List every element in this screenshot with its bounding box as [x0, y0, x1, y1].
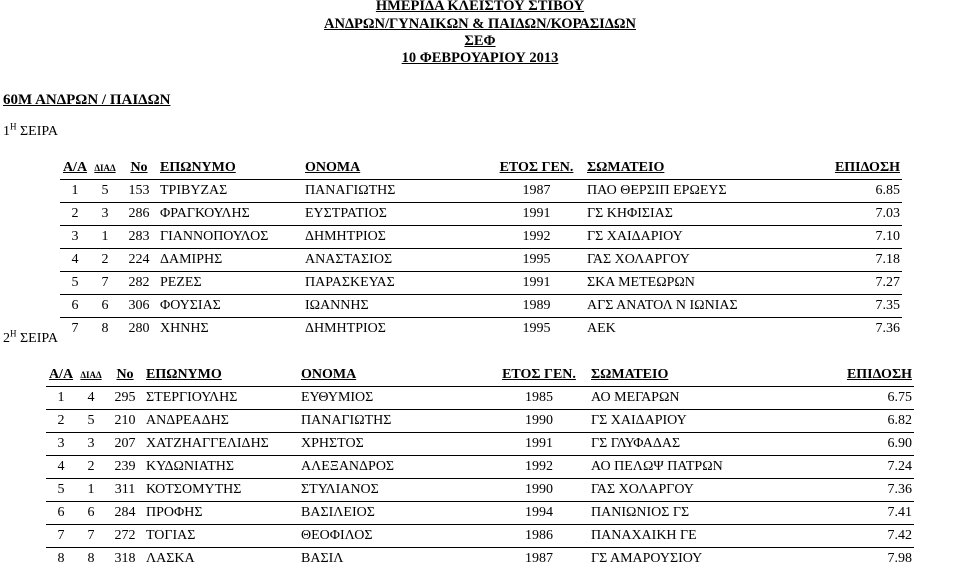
doc-title: ΗΜΕΡΙΔΑ ΚΛΕΙΣΤΟΥ ΣΤΙΒΟΥ: [0, 0, 960, 16]
cell-lane: 7: [90, 272, 120, 295]
cell-aa: 1: [46, 387, 76, 410]
col-perf: ΕΠΙΔΟΣΗ: [755, 157, 902, 180]
cell-name: ΙΩΑΝΝΗΣ: [303, 295, 488, 318]
cell-lane: 2: [90, 249, 120, 272]
cell-surname: ΠΡΟΦΗΣ: [144, 502, 299, 525]
heat-1-table: [60, 157, 902, 340]
cell-aa: 1: [60, 180, 90, 203]
cell-year: 1995: [488, 318, 585, 341]
cell-perf: 6.90: [764, 433, 914, 456]
table-row: [46, 456, 914, 479]
cell-lane: 3: [76, 433, 106, 456]
cell-year: 1990: [489, 410, 589, 433]
cell-perf: 7.41: [764, 502, 914, 525]
table-row: [46, 525, 914, 548]
heat-1-label: $1^H$ ΣΕΙΡΑ: [3, 124, 58, 140]
cell-lane: 8: [76, 548, 106, 570]
cell-lane: 1: [76, 479, 106, 502]
cell-club: ΣΚΑ ΜΕΤΕΩΡΩΝ: [585, 272, 755, 295]
cell-bib: 153: [120, 180, 158, 203]
cell-surname: ΧΗΝΗΣ: [158, 318, 303, 341]
cell-bib: 282: [120, 272, 158, 295]
cell-aa: 6: [60, 295, 90, 318]
table-row: [46, 433, 914, 456]
cell-bib: 286: [120, 203, 158, 226]
cell-year: 1985: [489, 387, 589, 410]
cell-club: ΑΕΚ: [585, 318, 755, 341]
cell-club: ΑΟ ΠΕΛΩΨ ΠΑΤΡΩΝ: [589, 456, 764, 479]
cell-surname: ΤΡΙΒΥΖΑΣ: [158, 180, 303, 203]
cell-name: ΘΕΟΦΙΛΟΣ: [299, 525, 489, 548]
cell-name: ΒΑΣΙΛ: [299, 548, 489, 570]
cell-bib: 283: [120, 226, 158, 249]
table-row: [60, 318, 902, 341]
cell-perf: 7.36: [764, 479, 914, 502]
cell-aa: 2: [60, 203, 90, 226]
cell-club: ΓΑΣ ΧΟΛΑΡΓΟΥ: [589, 479, 764, 502]
cell-perf: 6.85: [755, 180, 902, 203]
cell-name: ΠΑΝΑΓΙΩΤΗΣ: [303, 180, 488, 203]
cell-surname: ΛΑΣΚΑ: [144, 548, 299, 570]
heat-2-table: [46, 364, 914, 570]
cell-aa: 8: [46, 548, 76, 570]
table-row: [46, 548, 914, 570]
cell-year: 1986: [489, 525, 589, 548]
cell-perf: 7.03: [755, 203, 902, 226]
cell-club: ΠΑΟ ΘΕΡΣΙΠ ΕΡΩΕΥΣ: [585, 180, 755, 203]
cell-club: ΓΣ ΧΑΙΔΑΡΙΟΥ: [585, 226, 755, 249]
cell-name: ΕΥΣΤΡΑΤΙΟΣ: [303, 203, 488, 226]
cell-perf: 7.27: [755, 272, 902, 295]
cell-year: 1992: [489, 456, 589, 479]
cell-perf: 7.98: [764, 548, 914, 570]
cell-bib: 284: [106, 502, 144, 525]
col-name: ΟΝΟΜΑ: [299, 364, 489, 387]
cell-perf: 7.10: [755, 226, 902, 249]
col-aa: Α/Α: [46, 364, 76, 387]
col-perf: ΕΠΙΔΟΣΗ: [764, 364, 914, 387]
cell-year: 1987: [489, 548, 589, 570]
cell-year: 1991: [488, 272, 585, 295]
cell-bib: 207: [106, 433, 144, 456]
cell-lane: 7: [76, 525, 106, 548]
col-year: ΕΤΟΣ ΓΕΝ.: [488, 157, 585, 180]
cell-name: ΕΥΘΥΜΙΟΣ: [299, 387, 489, 410]
cell-perf: 7.36: [755, 318, 902, 341]
cell-lane: 3: [90, 203, 120, 226]
cell-bib: 306: [120, 295, 158, 318]
cell-aa: 4: [46, 456, 76, 479]
col-surname: ΕΠΩΝΥΜΟ: [158, 157, 303, 180]
cell-club: ΑΟ ΜΕΓΑΡΩΝ: [589, 387, 764, 410]
col-year: ΕΤΟΣ ΓΕΝ.: [489, 364, 589, 387]
cell-bib: 224: [120, 249, 158, 272]
col-diad: ΔΙΑΔ: [76, 364, 106, 387]
cell-surname: ΤΟΓΙΑΣ: [144, 525, 299, 548]
cell-name: ΧΡΗΣΤΟΣ: [299, 433, 489, 456]
cell-lane: 4: [76, 387, 106, 410]
cell-surname: ΑΝΔΡΕΑΔΗΣ: [144, 410, 299, 433]
cell-club: ΠΑΝΑΧΑΙΚΗ ΓΕ: [589, 525, 764, 548]
col-no: No: [120, 157, 158, 180]
cell-bib: 295: [106, 387, 144, 410]
cell-name: ΣΤΥΛΙΑΝΟΣ: [299, 479, 489, 502]
table-row: [46, 387, 914, 410]
col-aa: Α/Α: [60, 157, 90, 180]
cell-surname: ΧΑΤΖΗΑΓΓΕΛΙΔΗΣ: [144, 433, 299, 456]
cell-perf: 7.24: [764, 456, 914, 479]
cell-perf: 6.75: [764, 387, 914, 410]
cell-bib: 280: [120, 318, 158, 341]
cell-lane: 6: [76, 502, 106, 525]
table-row: [46, 479, 914, 502]
cell-year: 1991: [489, 433, 589, 456]
cell-bib: 210: [106, 410, 144, 433]
cell-aa: 5: [46, 479, 76, 502]
cell-perf: 6.82: [764, 410, 914, 433]
cell-club: ΓΑΣ ΧΟΛΑΡΓΟΥ: [585, 249, 755, 272]
cell-year: 1992: [488, 226, 585, 249]
col-club: ΣΩΜΑΤΕΙΟ: [585, 157, 755, 180]
doc-venue: ΣΕΦ: [0, 31, 960, 51]
table-row: [60, 272, 902, 295]
cell-name: ΠΑΝΑΓΙΩΤΗΣ: [299, 410, 489, 433]
cell-year: 1991: [488, 203, 585, 226]
cell-club: ΓΣ ΧΑΙΔΑΡΙΟΥ: [589, 410, 764, 433]
cell-year: 1990: [489, 479, 589, 502]
heat-1-header-row: [60, 157, 902, 180]
cell-lane: 6: [90, 295, 120, 318]
cell-surname: ΚΥΔΩΝΙΑΤΗΣ: [144, 456, 299, 479]
col-diad: ΔΙΑΔ: [90, 157, 120, 180]
cell-surname: ΔΑΜΙΡΗΣ: [158, 249, 303, 272]
cell-perf: 7.18: [755, 249, 902, 272]
table-row: [46, 410, 914, 433]
col-club: ΣΩΜΑΤΕΙΟ: [589, 364, 764, 387]
cell-surname: ΡΕΖΕΣ: [158, 272, 303, 295]
cell-surname: ΦΟΥΣΙΑΣ: [158, 295, 303, 318]
cell-bib: 311: [106, 479, 144, 502]
cell-name: ΒΑΣΙΛΕΙΟΣ: [299, 502, 489, 525]
cell-perf: 7.42: [764, 525, 914, 548]
table-row: [60, 226, 902, 249]
cell-aa: 5: [60, 272, 90, 295]
heat-2-header-row: [46, 364, 914, 387]
cell-year: 1987: [488, 180, 585, 203]
heat-2-label: $2^H$ ΣΕΙΡΑ: [3, 331, 58, 347]
doc-subtitle: ΑΝΔΡΩΝ/ΓΥΝΑΙΚΩΝ & ΠΑΙΔΩΝ/ΚΟΡΑΣΙΔΩΝ: [0, 14, 960, 34]
cell-surname: ΣΤΕΡΓΙΟΥΛΗΣ: [144, 387, 299, 410]
cell-aa: 3: [46, 433, 76, 456]
cell-club: ΓΣ ΚΗΦΙΣΙΑΣ: [585, 203, 755, 226]
cell-year: 1994: [489, 502, 589, 525]
col-surname: ΕΠΩΝΥΜΟ: [144, 364, 299, 387]
cell-lane: 1: [90, 226, 120, 249]
cell-bib: 239: [106, 456, 144, 479]
col-name: ΟΝΟΜΑ: [303, 157, 488, 180]
cell-lane: 5: [76, 410, 106, 433]
table-row: [46, 502, 914, 525]
cell-club: ΓΣ ΓΛΥΦΑΔΑΣ: [589, 433, 764, 456]
col-no: No: [106, 364, 144, 387]
cell-aa: 4: [60, 249, 90, 272]
cell-name: ΑΛΕΞΑΝΔΡΟΣ: [299, 456, 489, 479]
cell-aa: 7: [60, 318, 90, 341]
cell-name: ΑΝΑΣΤΑΣΙΟΣ: [303, 249, 488, 272]
cell-lane: 8: [90, 318, 120, 341]
cell-bib: 318: [106, 548, 144, 570]
cell-name: ΠΑΡΑΣΚΕΥΑΣ: [303, 272, 488, 295]
cell-lane: 2: [76, 456, 106, 479]
cell-club: ΠΑΝΙΩΝΙΟΣ ΓΣ: [589, 502, 764, 525]
cell-lane: 5: [90, 180, 120, 203]
doc-date: 10 ΦΕΒΡΟΥΑΡΙΟΥ 2013: [0, 48, 960, 68]
cell-perf: 7.35: [755, 295, 902, 318]
cell-year: 1995: [488, 249, 585, 272]
table-row: [60, 295, 902, 318]
cell-surname: ΓΙΑΝΝΟΠΟΥΛΟΣ: [158, 226, 303, 249]
cell-bib: 272: [106, 525, 144, 548]
table-row: [60, 249, 902, 272]
cell-club: ΑΓΣ ΑΝΑΤΟΛ Ν ΙΩΝΙΑΣ: [585, 295, 755, 318]
cell-aa: 3: [60, 226, 90, 249]
cell-aa: 7: [46, 525, 76, 548]
cell-aa: 6: [46, 502, 76, 525]
cell-year: 1989: [488, 295, 585, 318]
cell-name: ΔΗΜΗΤΡΙΟΣ: [303, 318, 488, 341]
table-row: [60, 203, 902, 226]
cell-surname: ΚΟΤΣΟΜΥΤΗΣ: [144, 479, 299, 502]
cell-name: ΔΗΜΗΤΡΙΟΣ: [303, 226, 488, 249]
cell-aa: 2: [46, 410, 76, 433]
cell-club: ΓΣ ΑΜΑΡΟΥΣΙΟΥ: [589, 548, 764, 570]
cell-surname: ΦΡΑΓΚΟΥΛΗΣ: [158, 203, 303, 226]
table-row: [60, 180, 902, 203]
event-title: 60Μ ΑΝΔΡΩΝ / ΠΑΙΔΩΝ: [3, 92, 170, 109]
